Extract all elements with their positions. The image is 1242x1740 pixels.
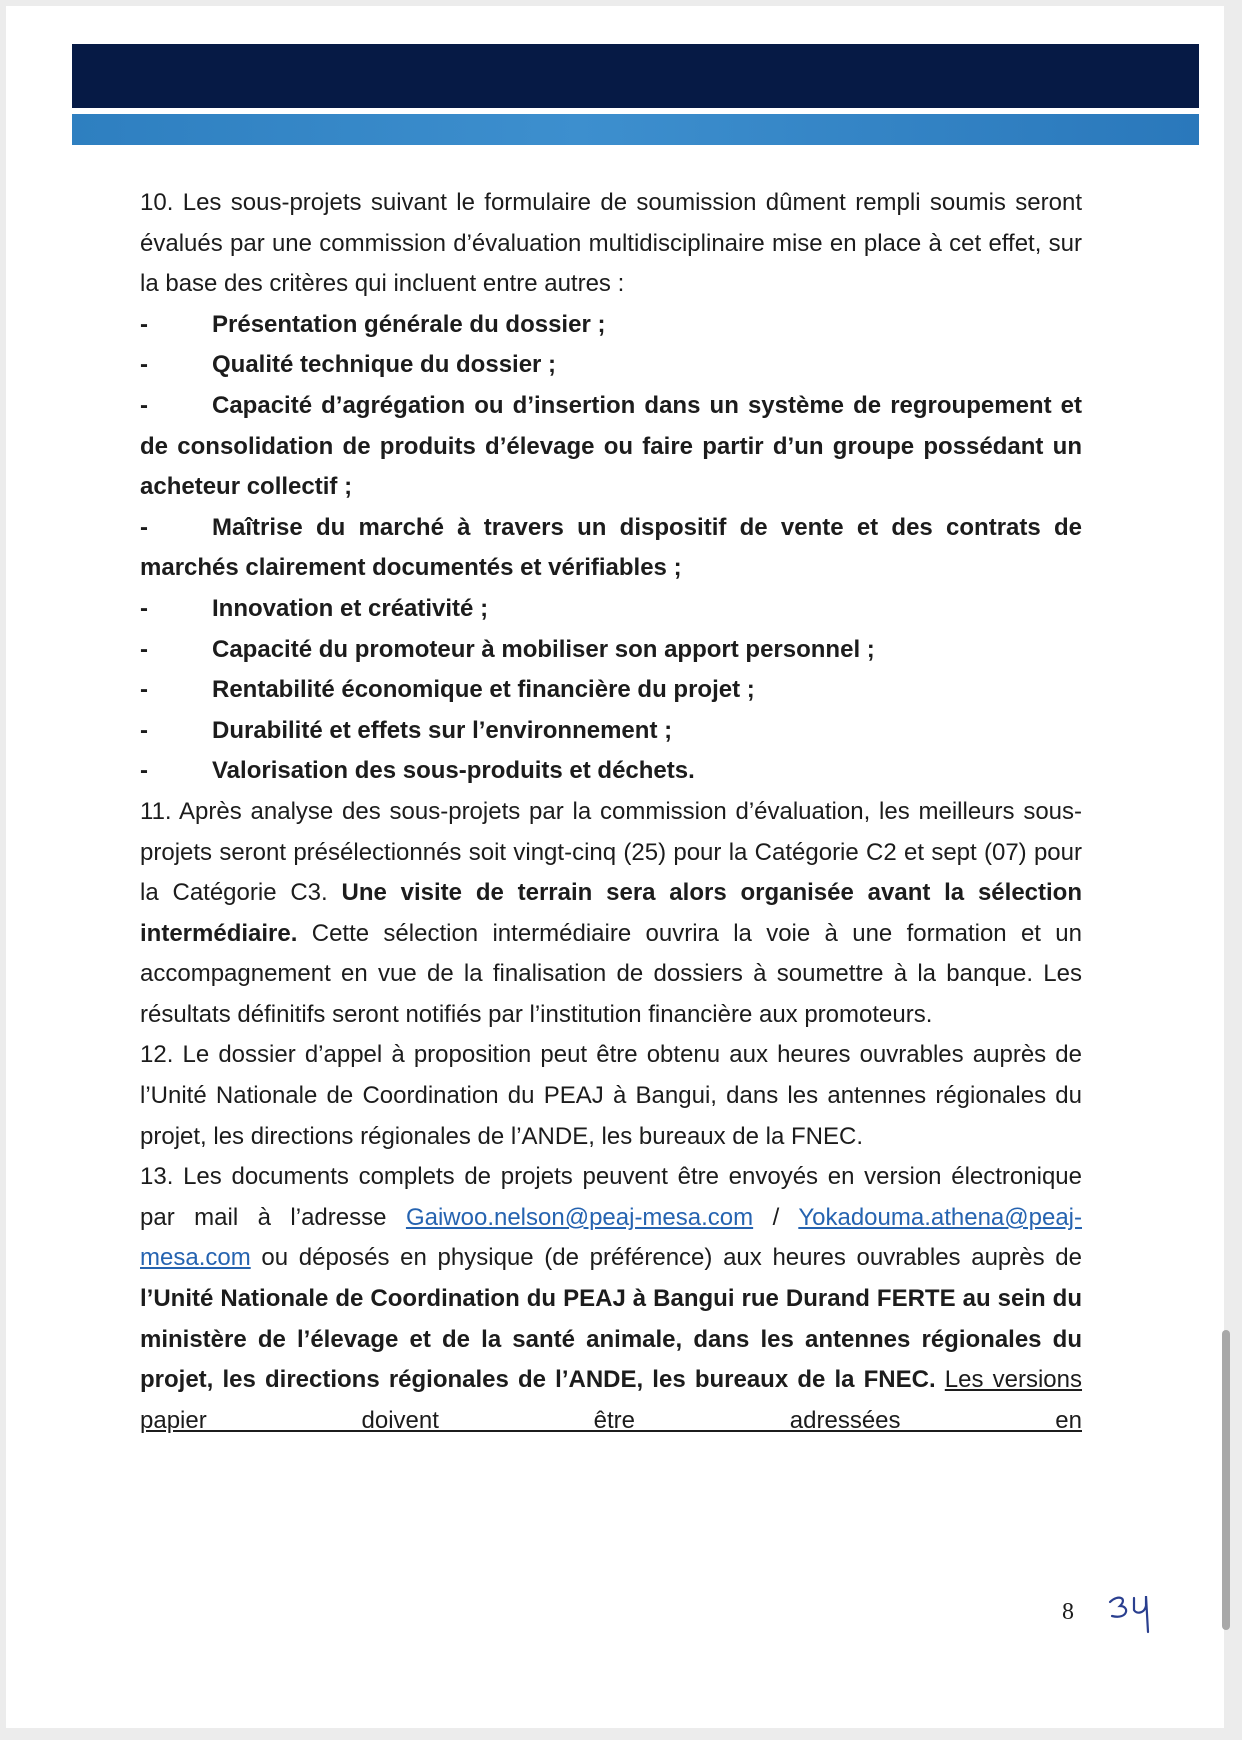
document-body bbox=[140, 183, 1082, 1441]
paragraph-10: 10. Les sous-projets suivant le formulaire de soumission dûment rempli soumis seront évalués par une commission d’évaluation multidisciplinaire mise en place à cet effet, sur la base des critères qui incluent entre autres : bbox=[140, 189, 1082, 298]
criterion-item: - Durabilité et effets sur l’environnement ; bbox=[140, 716, 673, 744]
document-page bbox=[6, 6, 1224, 1728]
criterion-item: - Capacité d’agrégation ou d’insertion dans un système de regroupement et de consolidation de produits d’élevage ou faire partir d’un groupe possédant un acheteur collectif ; bbox=[140, 391, 1082, 501]
criterion-item: - Valorisation des sous-produits et déchets. bbox=[140, 757, 695, 785]
criterion-item: - Innovation et créativité ; bbox=[140, 594, 489, 622]
criterion-item: - Présentation générale du dossier ; bbox=[140, 310, 606, 338]
email-link-yokadouma[interactable]: Yokadouma.athena@peaj-mesa.com bbox=[140, 1203, 1082, 1272]
paragraph-13: 13. Les documents complets de projets peuvent être envoyés en version électronique par mail à l’adresse Gaiwoo.nelson@peaj-mesa.com / Yokadouma.athena@peaj-mesa.com ou déposés en physique (de préférence) aux heures ouvrables auprès de l’Unité Nationale de Coordination du PEAJ à Bangui rue Durand FERTE au sein du ministère de l’élevage et de la santé animale, dans les antennes régionales du projet, les directions régionales de l’ANDE, les bureaux de la FNEC. Les versions papier doivent être adressées en bbox=[140, 1163, 1083, 1434]
handwritten-signature-icon bbox=[1106, 1592, 1156, 1636]
header-band-dark bbox=[72, 44, 1199, 108]
email-link-gaiwoo[interactable]: Gaiwoo.nelson@peaj-mesa.com bbox=[405, 1203, 754, 1231]
page-number: 8 bbox=[1062, 1599, 1074, 1625]
criterion-item: - Qualité technique du dossier ; bbox=[140, 351, 557, 379]
criterion-item: - Capacité du promoteur à mobiliser son apport personnel ; bbox=[140, 635, 875, 663]
paragraph-12: 12. Le dossier d’appel à proposition peut être obtenu aux heures ouvrables auprès de l’Unité Nationale de Coordination du PEAJ à Bangui, dans les antennes régionales du projet, les directions régionales de l’ANDE, les bureaux de la FNEC. bbox=[140, 1041, 1082, 1150]
header-band-blue bbox=[72, 114, 1199, 145]
criterion-item: - Maîtrise du marché à travers un dispositif de vente et des contrats de marchés clairement documentés et vérifiables ; bbox=[140, 513, 1082, 582]
scrollbar-thumb[interactable] bbox=[1222, 1330, 1230, 1630]
criterion-item: - Rentabilité économique et financière du projet ; bbox=[140, 676, 755, 704]
paragraph-11: 11. Après analyse des sous-projets par la commission d’évaluation, les meilleurs sous-projets seront présélectionnés soit vingt-cinq (25) pour la Catégorie C2 et sept (07) pour la Catégorie C3. Une visite de terrain sera alors organisée avant la sélection intermédiaire. Cette sélection intermédiaire ouvrira la voie à une formation et un accompagnement en vue de la finalisation de dossiers à soumettre à la banque. Les résultats définitifs seront notifiés par l’institution financière aux promoteurs. bbox=[140, 797, 1082, 1028]
